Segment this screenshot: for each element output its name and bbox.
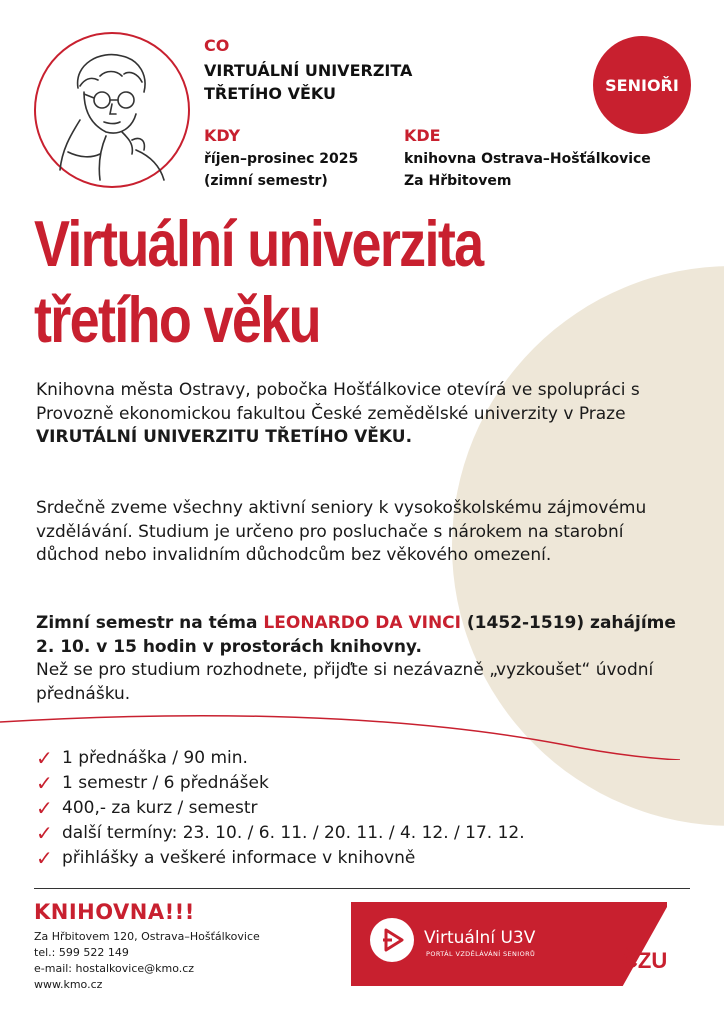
u3v-subtitle: PORTÁL VZDĚLÁVÁNÍ SENIORŮ	[426, 950, 536, 958]
library-phone: tel.: 599 522 149	[34, 946, 129, 959]
intro-paragraph	[36, 379, 686, 450]
check-icon: ✓	[36, 745, 53, 770]
senior-portrait-icon	[40, 40, 184, 184]
semester-paragraph	[36, 612, 686, 706]
co-label: CO	[204, 36, 230, 55]
u3v-logo	[370, 918, 414, 962]
semester-bold-1: Zimní semestr na téma	[36, 613, 264, 633]
kde-label: KDE	[404, 126, 441, 145]
check-icon: ✓	[36, 845, 53, 870]
library-email[interactable]: e-mail: hostalkovice@kmo.cz	[34, 962, 195, 975]
list-item-text: 400,- za kurz / semestr	[62, 797, 258, 818]
footer-divider	[34, 888, 690, 889]
invitation-paragraph: Srdečně zveme všechny aktivní seniory k vysokoškolskému zájmovému vzdělávání. Studium je určeno pro posluchače s nárokem na starobní důchod nebo invalidním důchodcům bez věkového omezení.	[36, 498, 647, 565]
check-icon: ✓	[36, 770, 53, 795]
library-title: KNIHOVNA!!!	[34, 900, 195, 924]
semester-text: Než se pro studium rozhodnete, přijďte si nezávazně „vyzkoušet“ úvodní přednášku.	[36, 660, 654, 704]
check-icon: ✓	[36, 820, 53, 845]
library-address: Za Hřbitovem 120, Ostrava–Hošťálkovice	[34, 930, 260, 943]
check-icon: ✓	[36, 795, 53, 820]
list-item	[36, 745, 676, 770]
list-item	[36, 820, 676, 845]
semester-topic: LEONARDO DA VINCI	[263, 613, 461, 633]
list-item-text: další termíny: 23. 10. / 6. 11. / 20. 11. / 4. 12. / 17. 12.	[62, 822, 525, 843]
list-item-text: 1 semestr / 6 přednášek	[62, 772, 269, 793]
co-title-line1: VIRTUÁLNÍ UNIVERZITA	[204, 61, 413, 80]
list-item	[36, 845, 676, 870]
kde-line2: Za Hřbitovem	[404, 173, 512, 189]
kdy-line1: říjen–prosinec 2025	[204, 151, 359, 167]
intro-text: Knihovna města Ostravy, pobočka Hošťálkovice otevírá ve spolupráci s Provozně ekonomickou fakultou České zemědělské univerzity v Praze	[36, 380, 640, 424]
u3v-title: Virtuální U3V	[424, 928, 536, 948]
play-icon	[370, 918, 414, 962]
info-list	[36, 745, 676, 870]
kde-line1: knihovna Ostrava–Hošťálkovice	[404, 151, 651, 167]
semester-bold-2: (1452-1519) zahájíme 2. 10. v 15 hodin v prostorách knihovny.	[36, 613, 676, 657]
seniors-badge: SENIOŘI	[593, 36, 691, 134]
page-title	[34, 206, 598, 358]
list-item	[36, 795, 676, 820]
kdy-label: KDY	[204, 126, 241, 145]
list-item-text: 1 přednáška / 90 min.	[62, 747, 248, 768]
intro-bold: VIRUTÁLNÍ UNIVERZITU TŘETÍHO VĚKU.	[36, 427, 413, 447]
headline-line1: Virtuální univerzita	[34, 207, 483, 280]
czu-logo: ČZU	[622, 948, 668, 973]
library-website[interactable]: www.kmo.cz	[34, 978, 103, 991]
co-title-line2: TŘETÍHO VĚKU	[204, 84, 337, 103]
list-item	[36, 770, 676, 795]
list-item-text: přihlášky a veškeré informace v knihovně	[62, 847, 416, 868]
headline-line2: třetího věku	[34, 283, 320, 356]
kdy-line2: (zimní semestr)	[204, 173, 328, 189]
